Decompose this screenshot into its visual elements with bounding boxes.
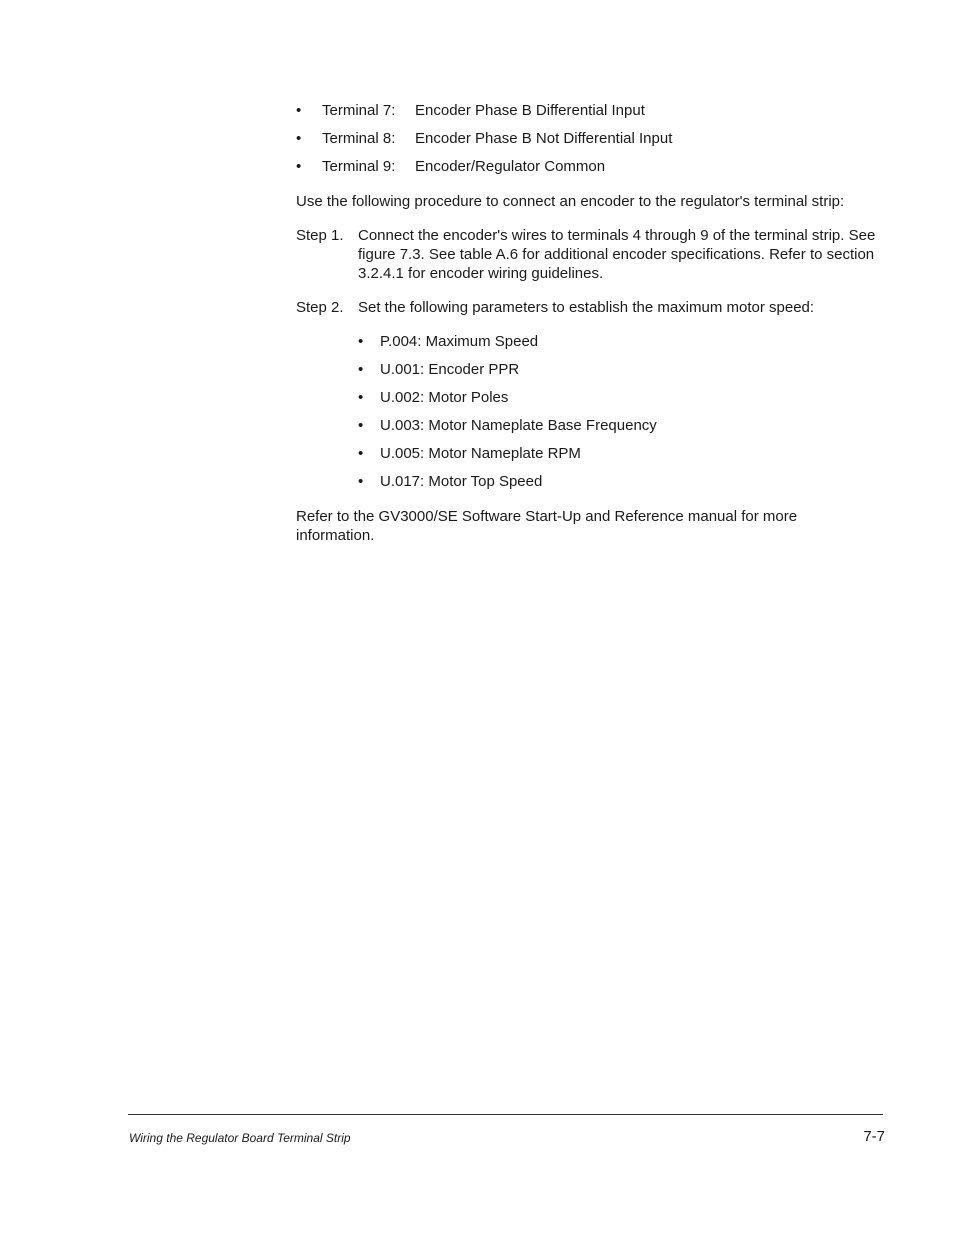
bullet: • [358,417,364,434]
bullet: • [358,389,364,406]
terminal-description: Encoder Phase B Differential Input [415,102,645,119]
parameter-text: U.001: Encoder PPR [380,361,520,378]
bullet: • [296,158,302,175]
bullet: • [358,361,364,378]
bullet: • [296,130,302,147]
procedure-intro: Use the following procedure to connect an encoder to the regulator's terminal strip: [296,193,845,210]
step-text: Set the following parameters to establish the maximum motor speed: [358,299,815,316]
terminal-label: Terminal 9: [322,158,396,175]
parameter-text: U.003: Motor Nameplate Base Frequency [380,417,657,434]
bullet: • [358,473,364,490]
terminal-label: Terminal 8: [322,130,396,147]
step-label: Step 2. [296,299,344,316]
parameter-text: U.002: Motor Poles [380,389,509,406]
parameter-text: U.017: Motor Top Speed [380,473,543,490]
terminal-description: Encoder Phase B Not Differential Input [415,130,673,147]
terminal-description: Encoder/Regulator Common [415,158,606,175]
terminal-label: Terminal 7: [322,102,396,119]
bullet: • [296,102,302,119]
reference-note: Refer to the GV3000/SE Software Start-Up and Reference manual for more information. [296,508,798,544]
step-text: Connect the encoder's wires to terminals 4 through 9 of the terminal strip. See figure 7.3. See table A.6 for additional encoder specifications. Refer to section 3.2.4.1 for encoder wiring guidelines. [358,227,876,282]
page-number: 7-7 [863,1128,885,1145]
bullet: • [358,333,364,350]
bullet: • [358,445,364,462]
parameter-text: U.005: Motor Nameplate RPM [380,445,581,462]
footer-title: Wiring the Regulator Board Terminal Strip [129,1131,351,1145]
parameter-text: P.004: Maximum Speed [380,333,539,350]
footer-divider [128,1114,883,1115]
step-label: Step 1. [296,227,344,244]
